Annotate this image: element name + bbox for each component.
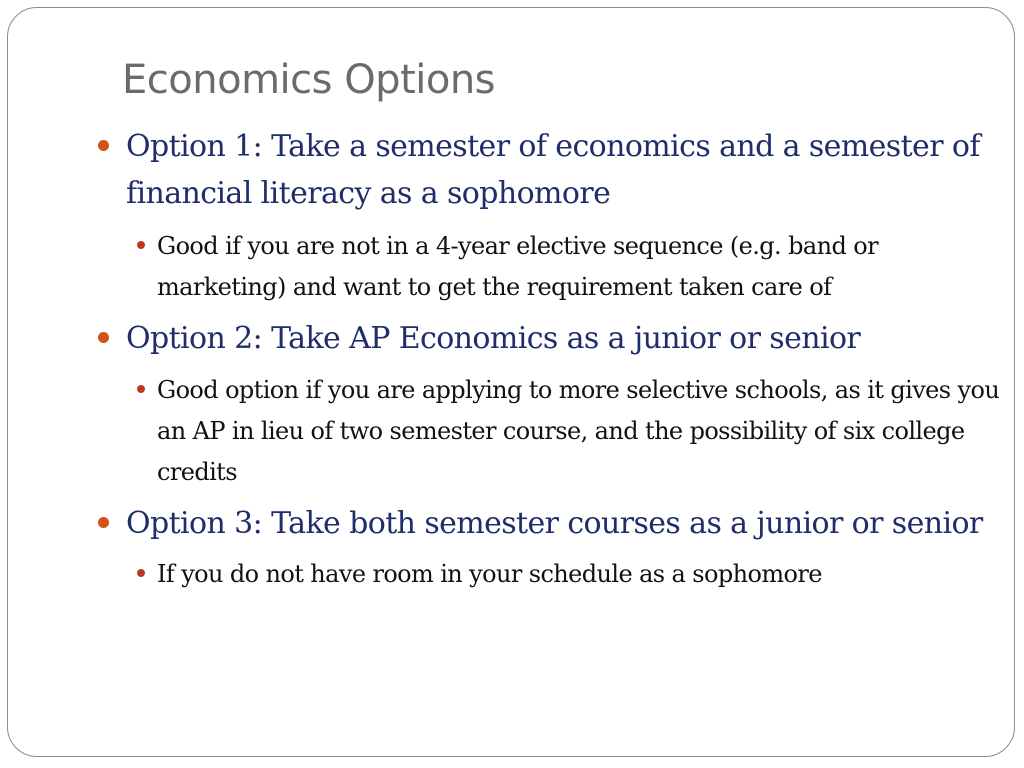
sub-bullet-icon bbox=[137, 241, 145, 249]
sub-bullet-option-3 bbox=[157, 554, 1007, 595]
bullet-icon bbox=[98, 517, 109, 528]
sub-bullet-text: Good option if you are applying to more selective schools, as it gives you an AP in lieu of two semester course, and the possibility of six college credits bbox=[157, 376, 1000, 486]
sub-bullet-text: Good if you are not in a 4-year elective sequence (e.g. band or marketing) and want to get the requirement taken care of bbox=[157, 232, 878, 301]
bullet-option-3 bbox=[126, 500, 996, 547]
slide bbox=[7, 7, 1015, 757]
sub-bullet-option-2 bbox=[157, 370, 1007, 493]
slide-title: Economics Options bbox=[122, 57, 496, 103]
bullet-text: Option 2: Take AP Economics as a junior or senior bbox=[126, 321, 861, 356]
sub-bullet-icon bbox=[137, 569, 145, 577]
bullet-icon bbox=[98, 140, 109, 151]
bullet-option-2 bbox=[126, 315, 996, 362]
sub-bullet-text: If you do not have room in your schedule as a sophomore bbox=[157, 560, 822, 588]
bullet-option-1 bbox=[126, 123, 996, 217]
sub-bullet-icon bbox=[137, 385, 145, 393]
sub-bullet-option-1 bbox=[157, 226, 1007, 308]
bullet-text: Option 1: Take a semester of economics and a semester of financial literacy as a sophomore bbox=[126, 129, 980, 211]
bullet-icon bbox=[98, 332, 109, 343]
bullet-text: Option 3: Take both semester courses as a junior or senior bbox=[126, 506, 983, 541]
